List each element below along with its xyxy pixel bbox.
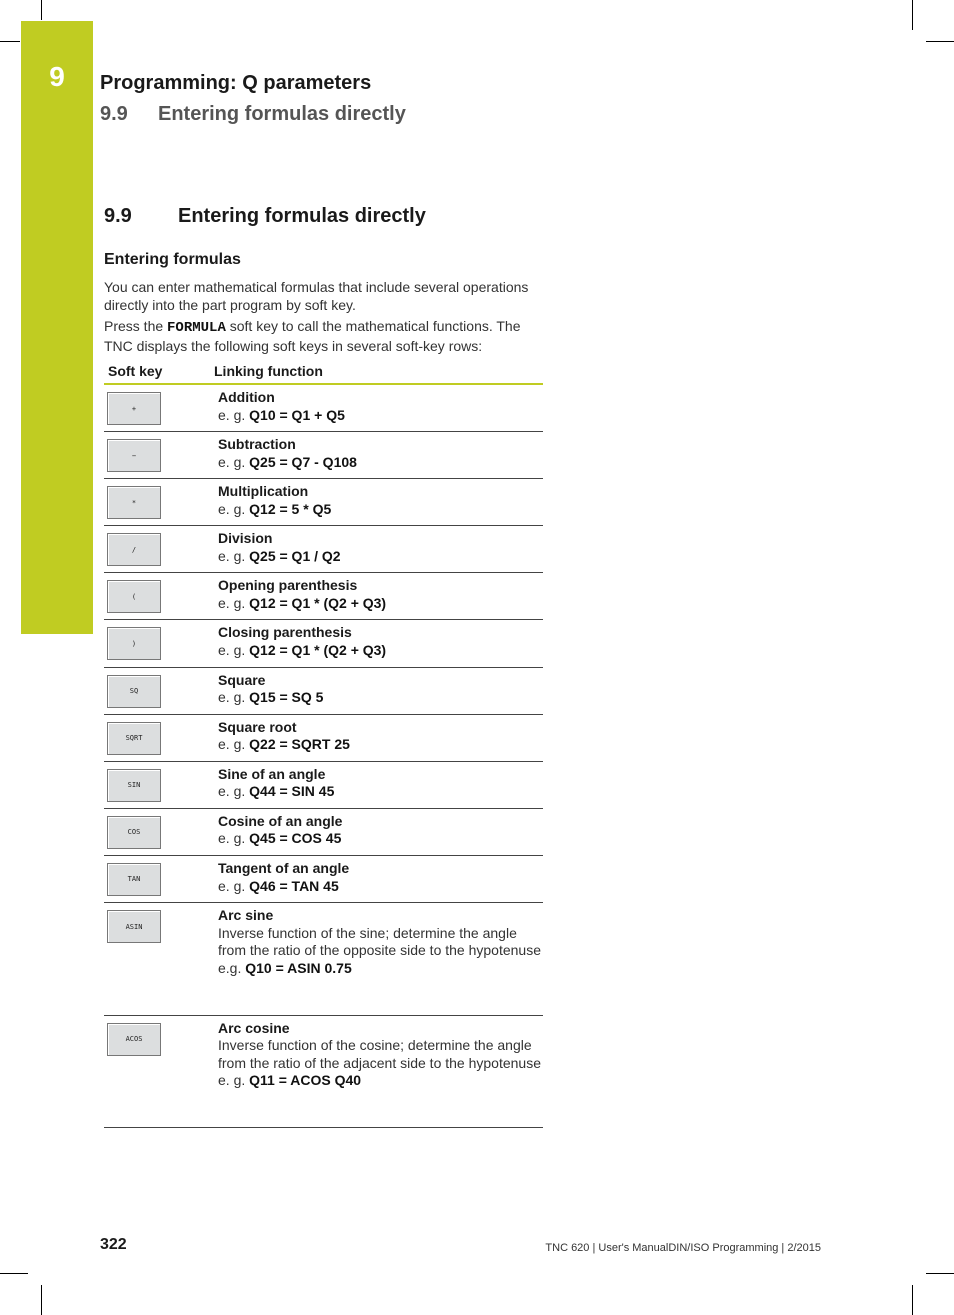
function-description bbox=[218, 620, 543, 666]
function-description bbox=[218, 809, 543, 855]
softkey-9[interactable]: COS bbox=[107, 816, 161, 849]
example-formula: Q25 = Q1 / Q2 bbox=[249, 547, 341, 564]
softkey-cell bbox=[104, 432, 218, 478]
function-detail: from the ratio of the opposite side to the hypotenuse bbox=[218, 942, 541, 959]
section-title: Entering formulas directly bbox=[178, 205, 426, 227]
function-name: Arc cosine bbox=[218, 1019, 290, 1036]
softkey-cell bbox=[104, 526, 218, 572]
formula-keyword: FORMULA bbox=[167, 320, 226, 336]
running-section-title: Entering formulas directly bbox=[158, 103, 406, 125]
formula-paragraph: Press the FORMULA soft key to call the mathematical functions. The TNC displays the following soft keys in several soft-key rows: bbox=[104, 318, 521, 354]
softkey-8[interactable]: SIN bbox=[107, 769, 161, 802]
function-detail: Inverse function of the cosine; determine the angle bbox=[218, 1037, 532, 1054]
example-formula: Q25 = Q7 - Q108 bbox=[249, 453, 357, 470]
softkey-6[interactable]: SQ bbox=[107, 675, 161, 708]
crop-mark bbox=[0, 41, 20, 42]
example-formula: Q45 = COS 45 bbox=[249, 830, 342, 847]
function-example bbox=[218, 595, 543, 613]
running-section-number: 9.9 bbox=[100, 103, 128, 125]
function-example bbox=[218, 736, 543, 754]
page-number: 322 bbox=[100, 1236, 127, 1253]
chapter-title: Programming: Q parameters bbox=[100, 72, 372, 94]
section-heading bbox=[104, 205, 426, 228]
function-description bbox=[218, 715, 543, 761]
example-formula: Q12 = Q1 * (Q2 + Q3) bbox=[249, 642, 387, 659]
softkey-cell bbox=[104, 809, 218, 855]
crop-mark bbox=[41, 0, 42, 20]
example-prefix: e. g. bbox=[218, 547, 250, 564]
table-row bbox=[104, 526, 543, 573]
softkey-7[interactable]: SQRT bbox=[107, 722, 161, 755]
function-example bbox=[218, 878, 543, 896]
example-formula: Q46 = TAN 45 bbox=[249, 877, 339, 894]
function-example bbox=[218, 1072, 543, 1090]
function-description bbox=[218, 668, 543, 714]
example-formula: Q44 = SIN 45 bbox=[249, 783, 335, 800]
function-example bbox=[218, 642, 543, 660]
function-example bbox=[218, 501, 543, 519]
table-row bbox=[104, 715, 543, 762]
subheading: Entering formulas bbox=[104, 251, 241, 268]
softkey-cell bbox=[104, 385, 218, 431]
function-name: Cosine of an angle bbox=[218, 812, 343, 829]
table-header bbox=[104, 359, 543, 385]
function-description bbox=[218, 1016, 543, 1128]
table-row bbox=[104, 762, 543, 809]
example-formula: Q12 = Q1 * (Q2 + Q3) bbox=[249, 594, 387, 611]
function-name: Addition bbox=[218, 389, 275, 405]
softkey-10[interactable]: TAN bbox=[107, 863, 161, 896]
function-description bbox=[218, 385, 543, 431]
softkey-4[interactable]: ( bbox=[107, 580, 161, 613]
softkey-cell bbox=[104, 762, 218, 808]
table-row bbox=[104, 385, 543, 432]
function-name: Arc sine bbox=[218, 907, 274, 924]
example-formula: Q10 = Q1 + Q5 bbox=[249, 406, 345, 423]
crop-mark bbox=[41, 1285, 42, 1315]
table-row bbox=[104, 903, 543, 1016]
table-row bbox=[104, 573, 543, 620]
function-detail: Inverse function of the sine; determine the angle bbox=[218, 924, 517, 941]
softkey-cell bbox=[104, 903, 218, 1015]
example-prefix: e. g. bbox=[218, 453, 250, 470]
example-prefix: e. g. bbox=[218, 877, 250, 894]
function-example bbox=[218, 454, 543, 472]
example-formula: Q22 = SQRT 25 bbox=[249, 736, 350, 753]
softkey-cell bbox=[104, 856, 218, 902]
example-prefix: e. g. bbox=[218, 689, 250, 706]
example-prefix: e.g. bbox=[218, 959, 246, 976]
function-description bbox=[218, 526, 543, 572]
function-name: Multiplication bbox=[218, 483, 309, 500]
softkey-cell bbox=[104, 715, 218, 761]
crop-mark bbox=[0, 1273, 28, 1274]
chapter-tab bbox=[21, 21, 93, 634]
function-name: Sine of an angle bbox=[218, 765, 326, 782]
softkey-cell bbox=[104, 573, 218, 619]
function-description bbox=[218, 479, 543, 525]
example-prefix: e. g. bbox=[218, 1072, 250, 1089]
example-prefix: e. g. bbox=[218, 783, 250, 800]
softkey-12[interactable]: ACOS bbox=[107, 1023, 161, 1056]
function-description bbox=[218, 762, 543, 808]
table-row bbox=[104, 432, 543, 479]
function-example bbox=[218, 548, 543, 566]
chapter-number: 9 bbox=[49, 61, 65, 92]
running-section-header bbox=[100, 103, 406, 126]
function-name: Closing parenthesis bbox=[218, 624, 352, 641]
softkey-cell bbox=[104, 620, 218, 666]
function-name: Division bbox=[218, 530, 273, 547]
function-description bbox=[218, 573, 543, 619]
softkey-1[interactable]: − bbox=[107, 439, 161, 472]
softkey-table bbox=[104, 359, 543, 1128]
function-example bbox=[218, 689, 543, 707]
example-prefix: e. g. bbox=[218, 594, 250, 611]
function-detail: from the ratio of the adjacent side to the hypotenuse bbox=[218, 1054, 541, 1071]
function-description bbox=[218, 903, 543, 1015]
crop-mark bbox=[926, 1273, 954, 1274]
table-body bbox=[104, 385, 543, 1128]
function-example bbox=[218, 960, 543, 978]
example-formula: Q10 = ASIN 0.75 bbox=[245, 959, 352, 976]
intro-paragraph: You can enter mathematical formulas that include several operations directly into the part program by soft key. bbox=[104, 279, 529, 313]
softkey-3[interactable]: / bbox=[107, 533, 161, 566]
table-row bbox=[104, 620, 543, 667]
table-row bbox=[104, 668, 543, 715]
function-description bbox=[218, 856, 543, 902]
example-prefix: e. g. bbox=[218, 830, 250, 847]
softkey-5[interactable]: ) bbox=[107, 627, 161, 660]
example-formula: Q15 = SQ 5 bbox=[249, 689, 324, 706]
section-number: 9.9 bbox=[104, 205, 132, 227]
function-description bbox=[218, 432, 543, 478]
example-prefix: e. g. bbox=[218, 500, 250, 517]
table-row bbox=[104, 809, 543, 856]
table-row bbox=[104, 479, 543, 526]
function-example bbox=[218, 407, 543, 425]
function-name: Square root bbox=[218, 718, 297, 735]
example-prefix: e. g. bbox=[218, 406, 250, 423]
function-name: Tangent of an angle bbox=[218, 859, 350, 876]
col-header-softkey: Soft key bbox=[108, 363, 163, 379]
softkey-2[interactable]: * bbox=[107, 486, 161, 519]
footer-text: TNC 620 | User's ManualDIN/ISO Programming | 2/2015 bbox=[545, 1242, 821, 1254]
crop-mark bbox=[912, 0, 913, 30]
softkey-11[interactable]: ASIN bbox=[107, 910, 161, 943]
softkey-cell bbox=[104, 1016, 218, 1128]
crop-mark bbox=[912, 1285, 913, 1315]
softkey-0[interactable]: + bbox=[107, 392, 161, 425]
function-name: Opening parenthesis bbox=[218, 577, 358, 594]
table-row bbox=[104, 856, 543, 903]
crop-mark bbox=[926, 41, 954, 42]
softkey-cell bbox=[104, 479, 218, 525]
function-name: Subtraction bbox=[218, 436, 296, 453]
col-header-function: Linking function bbox=[214, 363, 323, 379]
function-example bbox=[218, 783, 543, 801]
softkey-cell bbox=[104, 668, 218, 714]
example-prefix: e. g. bbox=[218, 736, 250, 753]
table-row bbox=[104, 1016, 543, 1129]
example-formula: Q12 = 5 * Q5 bbox=[249, 500, 332, 517]
example-formula: Q11 = ACOS Q40 bbox=[249, 1072, 362, 1089]
example-prefix: e. g. bbox=[218, 642, 250, 659]
function-name: Square bbox=[218, 671, 266, 688]
function-example bbox=[218, 830, 543, 848]
